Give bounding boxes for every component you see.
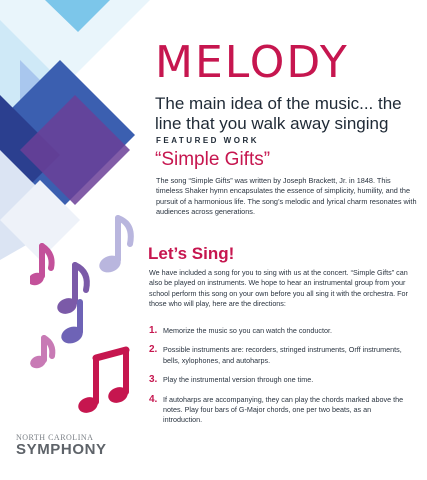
step-text: Play the instrumental version through one time. <box>163 375 314 385</box>
list-item <box>149 394 411 426</box>
north-carolina-symphony-logo <box>16 433 107 458</box>
music-note-icon <box>30 210 145 420</box>
featured-work-label: FEATURED WORK <box>156 136 260 145</box>
tagline: The main idea of the music... the line that you walk away singing <box>155 94 402 133</box>
featured-work-description: The song “Simple Gifts” was written by Joseph Brackett, Jr. in 1848. This timeless Shaker hymn encapsulates the essence of simplicity, humility, and the pursuit of a harmonious life. The song’s melodic and lyrical charm resonates with audiences across generations. <box>156 176 417 217</box>
step-number: 3. <box>149 374 158 386</box>
lets-sing-heading: Let’s Sing! <box>148 244 235 263</box>
featured-work-title: “Simple Gifts” <box>155 149 271 170</box>
lets-sing-intro: We have included a song for you to sing with us at the concert. “Simple Gifts” can also be played on instruments. We hope to hear an instrumental group from your school perform this song on your own before you all sing it with the orchestra. For those who will play, here are the directions: <box>149 268 408 309</box>
step-text: If autoharps are accompanying, they can play the chords marked above the notes. Play four bars of G-Major chords, one per two beats, as an introduction. <box>163 394 404 425</box>
step-number: 2. <box>149 344 158 356</box>
step-text: Possible instruments are: recorders, stringed instruments, Orff instruments, bells, xylophones, and autoharps. <box>163 345 402 365</box>
logo-line1: NORTH CAROLINA <box>16 433 94 442</box>
step-number: 4. <box>149 393 158 405</box>
list-item <box>149 344 411 366</box>
list-item <box>149 325 411 336</box>
step-number: 1. <box>149 325 158 336</box>
logo-line2: SYMPHONY <box>16 441 107 458</box>
page-title: MELODY <box>155 37 349 88</box>
step-text: Memorize the music so you can watch the conductor. <box>163 326 332 335</box>
directions-list <box>149 325 411 434</box>
list-item <box>149 374 411 385</box>
